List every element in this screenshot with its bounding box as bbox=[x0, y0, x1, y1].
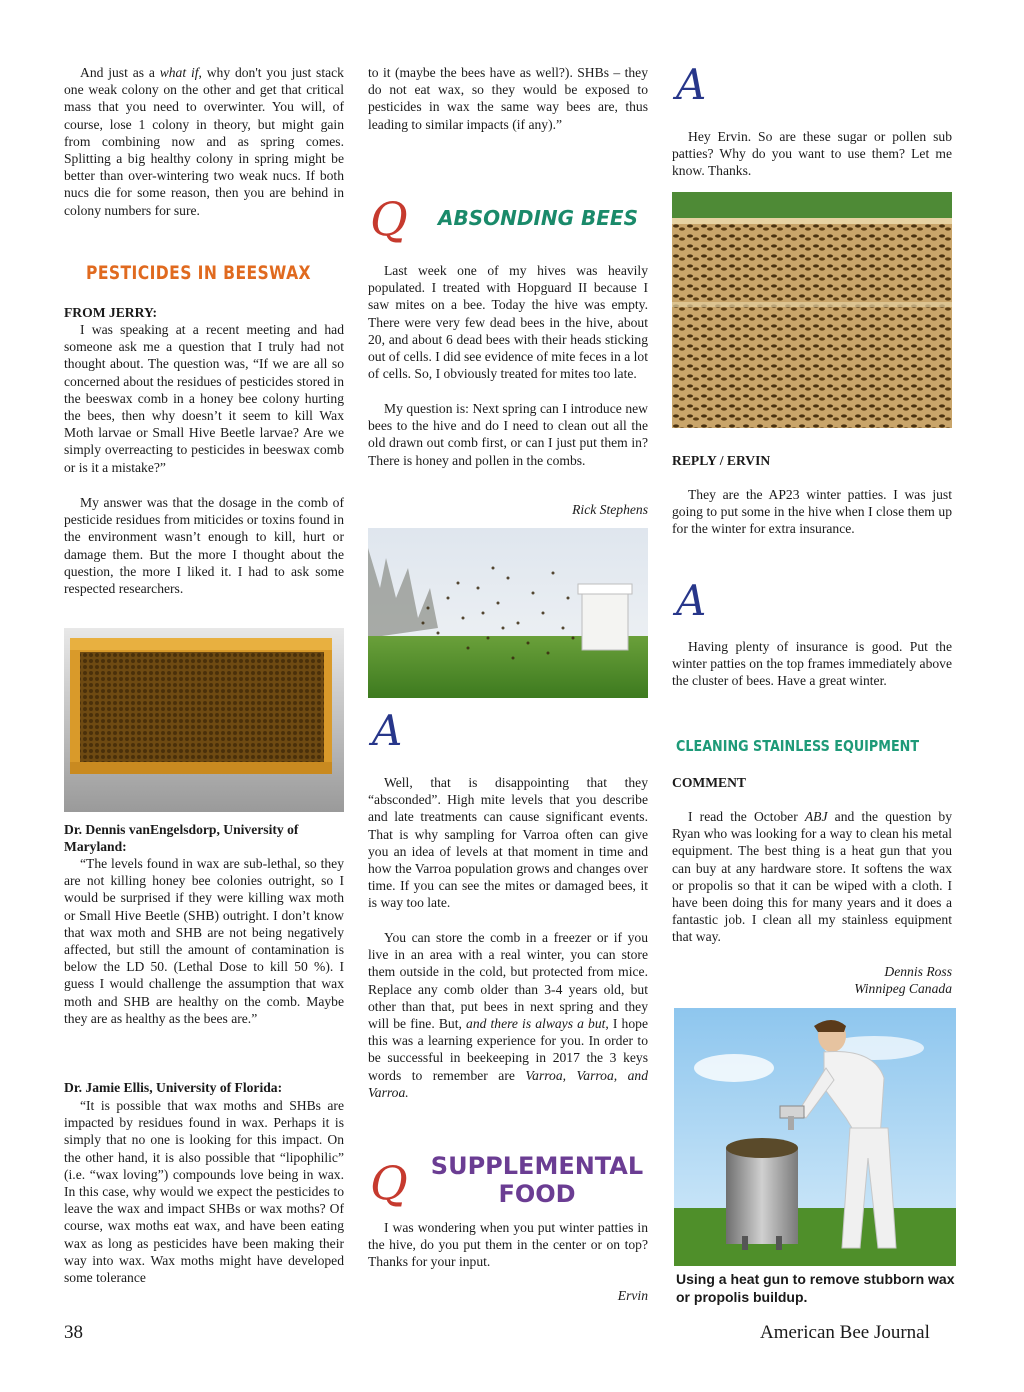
dennis-name: Dr. Dennis vanEngelsdorp, University of Maryland: bbox=[64, 822, 299, 855]
q-letter-supplemental: Q bbox=[370, 1156, 408, 1210]
reply-ervin-text: They are the AP23 winter patties. I was just going to put some in the hive when I close them up for the winter for extra insurance. bbox=[672, 487, 952, 537]
supplemental-heading-line-1: SUPPLEMENTAL bbox=[430, 1152, 644, 1180]
from-jerry-label: FROM JERRY: bbox=[64, 305, 158, 320]
supplemental-food-heading bbox=[424, 1152, 650, 1208]
supplemental-question: I was wondering when you put winter patties in the hive, do you put them in the center or on top? Thanks for your input. bbox=[368, 1220, 648, 1270]
jamie-quote: “It is possible that wax moths and SHBs are impacted by residues found in wax. Perhaps it is simply that no one is looking for this impact. On the other hand, it is also possible that “lipophilic” (i.e. “wax loving”) compounds love being in wax. In this case, why would we expect the pesticides to leave the wax and impact SHBs or wax moths? Of course, wax moths eat wax, and have been eating wax as long as pesticides have been making their way into wax. Wax moths might have developed some tolerance bbox=[64, 1098, 344, 1286]
page-number: 38 bbox=[64, 1322, 83, 1343]
signature-rick-stephens: Rick Stephens bbox=[572, 502, 648, 517]
signature-dennis-ross: Dennis Ross bbox=[884, 964, 952, 979]
a-letter-col3-1: A bbox=[676, 60, 707, 109]
a-letter-col3-2: A bbox=[676, 576, 707, 625]
journal-name: American Bee Journal bbox=[760, 1322, 930, 1343]
jerry-paragraph-2: My answer was that the dosage in the comb of pesticide residues from miticides or toxins found in the environment wasn’t enough to kill, hurt or damage them. But the more I thought about the question, the more I liked it. I had to ask some respected researchers. bbox=[64, 495, 344, 597]
dennis-quote: “The levels found in wax are sub-lethal, so they are not killing honey bee colonies outright, so I would be surprised if they were killing wax moth or Small Hive Beetle (SHB) outright. I don’t know that wax moth and SHB are not being negatively affected, but still the amount of contamination is below the LD 50. (Lethal Dose to kill 50 %). I guess I would challenge the assumption that wax moth and SHB are healthy on the comb. Maybe they are as healthy as the bees are.” bbox=[64, 856, 344, 1026]
answer-ervin-1: Hey Ervin. So are these sugar or pollen sub patties? Why do you want to use them? Let me know. Thanks. bbox=[672, 129, 952, 179]
pesticides-heading: PESTICIDES IN BEESWAX bbox=[86, 262, 311, 284]
comment-text: I read the October ABJ and the question by Ryan who was looking for a way to clean his metal equipment. The best thing is a heat gun that you can buy at any hardware store. It softens the wax or propolis so that it can be wiped with a cloth. I have been doing this for many years and it does a fantastic job. I clean all my stainless equipment that way. bbox=[672, 809, 952, 945]
jamie-name: Dr. Jamie Ellis, University of Florida: bbox=[64, 1080, 283, 1095]
heat-gun-caption: Using a heat gun to remove stubborn wax or propolis buildup. bbox=[676, 1271, 955, 1305]
heat-gun-illustration bbox=[674, 1008, 956, 1266]
answer-ervin-2: Having plenty of insurance is good. Put the winter patties on the top frames immediately above the cluster of bees. Have a great winter. bbox=[672, 639, 952, 689]
winter-patties-image bbox=[672, 192, 952, 428]
col2-continuation: to it (maybe the bees have as well?). SHBs – they do not eat wax, so they would be exposed to pesticides in wax the same way bees are, thus leading to similar impacts (if any).” bbox=[368, 65, 648, 132]
absconding-paragraph-1: Last week one of my hives was heavily populated. I treated with Hopguard II because I saw mites on a bee. Today the hive was empty. There were very few dead bees in the hive, about 20, and about 6 dead bees with their heads sticking out of cells. I did see evidence of mite feces in a lot of cells. So, I obviously treated for mites too late. bbox=[368, 263, 648, 382]
intro-paragraph: And just as a what if, why don't you just stack one weak colony on the other and get that critical mass that you need to overwinter. You will, of course, lose 1 colony in theory, but might gain from combining now and as spring comes. Splitting a big healthy colony in spring might be better than over-wintering two weak nucs. If both nucs die for some reason, then you are behind in colony numbers for sure. bbox=[64, 65, 344, 218]
signature-winnipeg: Winnipeg Canada bbox=[854, 981, 952, 996]
swarm-image bbox=[368, 528, 648, 698]
comment-label: COMMENT bbox=[672, 775, 747, 790]
q-letter-absconding: Q bbox=[370, 192, 408, 246]
absconding-answer-2: You can store the comb in a freezer or if you live in an area with a real winter, you can store them outside in the cold, but protected from mice. Replace any comb older than 3-4 years old, but other than that, put bees in next spring and they will be fine. But, and there is always a but, I hope this was a learning experience for you. In order to be successful in beekeeping in 2017 the 3 keys words to remember are Varroa, Varroa, and Varroa. bbox=[368, 930, 648, 1100]
cleaning-stainless-heading: CLEANING STAINLESS EQUIPMENT bbox=[676, 737, 920, 755]
jerry-paragraph-1: I was speaking at a recent meeting and had someone ask me a question that I truly had not thought about. The question was, “If we are all so concerned about the residues of pesticides stored in the beeswax comb in a honey bee colony hurting the bees, then why doesn’t it seem to kill Wax Moth larvae or Small Hive Beetle larvae? Are we simply overreacting to pesticides in beeswax comb or is it a mistake?” bbox=[64, 322, 344, 475]
absconding-answer-1: Well, that is disappointing that they “absconded”. High mite levels that you describe and late treatments can cause significant events. That is why sampling for Varroa often can give you an idea of levels at that moment in time and how the Varroa population grows and changes over time. If you can see the mites or damaged bees, it is way too late. bbox=[368, 775, 648, 911]
a-letter-absconding: A bbox=[372, 706, 403, 755]
reply-ervin-label: REPLY / ERVIN bbox=[672, 453, 771, 468]
wax-comb-frame-image bbox=[64, 628, 344, 812]
absconding-paragraph-2: My question is: Next spring can I introduce new bees to the hive and do I need to clean out all the old drawn out comb first, or can I just put them in? There is honey and pollen in the combs. bbox=[368, 401, 648, 468]
signature-ervin: Ervin bbox=[617, 1288, 648, 1303]
supplemental-heading-line-2: FOOD bbox=[498, 1180, 576, 1208]
absconding-heading: ABSONDING BEES bbox=[438, 206, 638, 230]
